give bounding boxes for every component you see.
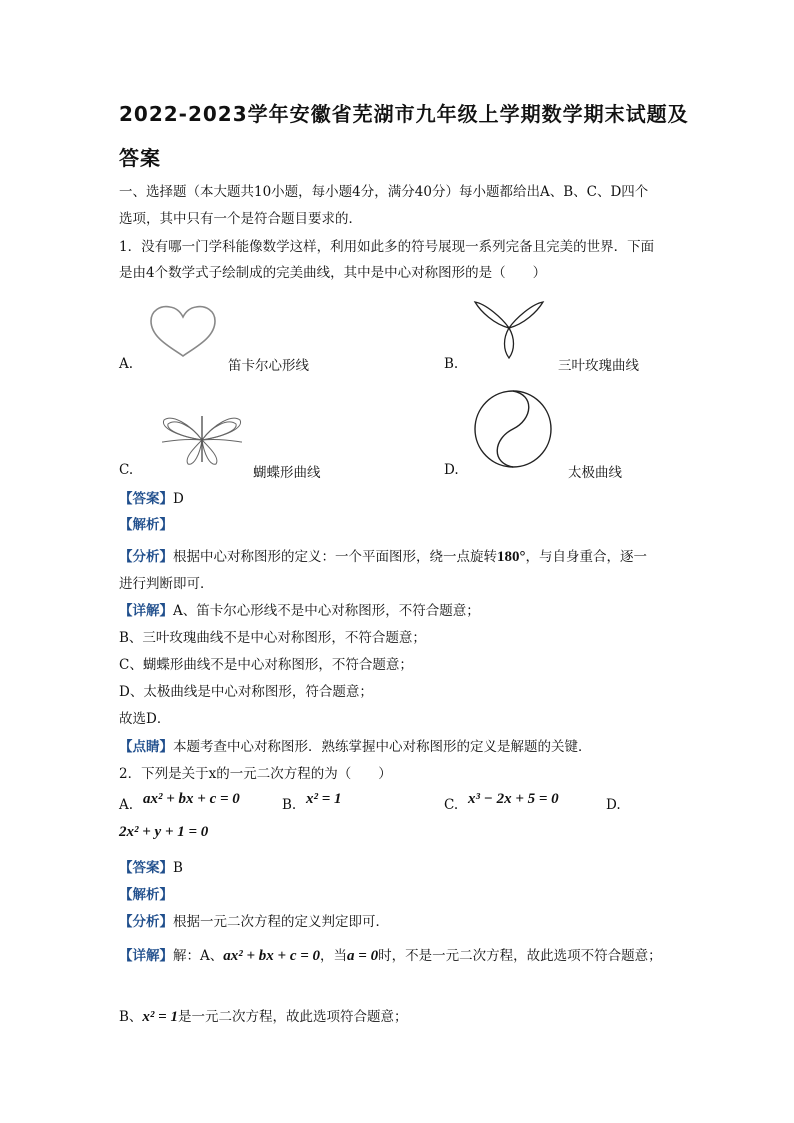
q1-stem-line-1: 1．没有哪一门学科能像数学这样，利用如此多的符号展现一系列完备且完美的世界．下面 [119, 239, 655, 255]
q1-fenxi-line-1 [119, 545, 647, 566]
q1-line-c: C、蝴蝶形曲线不是中心对称图形，不符合题意； [119, 657, 413, 673]
q2-xiangjie-line-a [119, 944, 662, 965]
q2-option-b-letter: B. [282, 797, 297, 813]
q2-option-c-letter: C. [444, 797, 459, 813]
q2-option-a-letter: A. [119, 797, 134, 813]
dianjing-text: 本题考查中心对称图形．熟练掌握中心对称图形的定义是解题的关键． [173, 739, 592, 755]
q2-analysis-tag: 【解析】 [119, 887, 173, 903]
xiangjie-a-text: A、笛卡尔心形线不是中心对称图形，不符合题意； [173, 603, 480, 619]
answer-value: D [173, 491, 184, 507]
q1-line-b: B、三叶玫瑰曲线不是中心对称图形，不符合题意； [119, 630, 426, 646]
taiji-curve-icon [473, 389, 553, 469]
three-leaf-rose-icon [472, 296, 546, 360]
q2-line-b [119, 1005, 407, 1026]
q2-option-d-equation: 2x² + y + 1 = 0 [119, 824, 209, 840]
fenxi-text-b: ，与自身重合，逐一 [525, 549, 647, 565]
fenxi-tag: 【分析】 [119, 914, 173, 930]
q1-option-d-caption: 太极曲线 [568, 465, 622, 481]
q1-conclusion: 故选D． [119, 711, 171, 727]
q2-option-b-equation: x² = 1 [306, 791, 342, 807]
q1-option-d-letter: D. [444, 462, 459, 478]
q2-option-a-equation: ax² + bx + c = 0 [143, 791, 240, 807]
xiangjie-a2: ，当 [320, 948, 348, 964]
dianjing-tag: 【点睛】 [119, 739, 173, 755]
q1-line-d: D、太极曲线是中心对称图形，符合题意； [119, 684, 373, 700]
q1-fenxi-line-2: 进行判断即可． [119, 576, 214, 592]
section-heading-line-1: 一、选择题（本大题共10小题，每小题4分，满分40分）每小题都给出A、B、C、D四个 [119, 184, 649, 200]
line-b-equation: x² = 1 [142, 1009, 178, 1025]
butterfly-curve-icon [160, 412, 244, 468]
answer-tag: 【答案】 [119, 491, 173, 507]
fenxi-text-a: 根据中心对称图形的定义：一个平面图形，绕一点旋转 [173, 549, 497, 565]
q1-option-b-letter: B. [444, 356, 459, 372]
xiangjie-a-equation: ax² + bx + c = 0 [223, 948, 321, 964]
q1-option-a-caption: 笛卡尔心形线 [228, 358, 309, 374]
q1-option-a-letter: A. [119, 356, 134, 372]
q1-xiangjie-line-a [119, 599, 480, 619]
cardioid-curve-icon [148, 304, 218, 360]
document-title-line-1: 2022-2023学年安徽省芜湖市九年级上学期数学期末试题及 [119, 102, 689, 126]
line-b1: B、 [119, 1009, 143, 1025]
angle-180: 180° [497, 549, 526, 565]
q1-answer [119, 487, 184, 507]
q2-option-d-letter: D. [606, 797, 621, 813]
xiangjie-tag: 【详解】 [119, 603, 173, 619]
section-heading-line-2: 选项，其中只有一个是符合题目要求的． [119, 211, 362, 227]
xiangjie-a1: 解：A、 [173, 948, 224, 964]
q2-fenxi [119, 910, 389, 930]
q1-option-c-letter: C. [119, 462, 134, 478]
q1-dianjing [119, 735, 592, 755]
q2-answer [119, 856, 183, 876]
document-title-line-2: 答案 [119, 146, 161, 170]
xiangjie-a3: 时，不是一元二次方程，故此选项不符合题意； [378, 948, 662, 964]
q2-stem: 2．下列是关于x的一元二次方程的为（ ） [119, 766, 392, 782]
q2-option-c-equation: x³ − 2x + 5 = 0 [468, 791, 559, 807]
q1-option-c-caption: 蝴蝶形曲线 [253, 465, 321, 481]
fenxi-tag: 【分析】 [119, 549, 173, 565]
q1-stem-line-2: 是由4个数学式子绘制成的完美曲线，其中是中心对称图形的是（ ） [119, 265, 547, 281]
answer-tag: 【答案】 [119, 860, 173, 876]
q1-option-b-caption: 三叶玫瑰曲线 [558, 358, 639, 374]
q1-analysis-tag: 【解析】 [119, 517, 173, 533]
answer-value: B [173, 860, 183, 876]
xiangjie-tag: 【详解】 [119, 948, 173, 964]
line-b2: 是一元二次方程，故此选项符合题意； [177, 1009, 408, 1025]
fenxi-text: 根据一元二次方程的定义判定即可． [173, 914, 389, 930]
xiangjie-a-condition: a = 0 [347, 948, 379, 964]
